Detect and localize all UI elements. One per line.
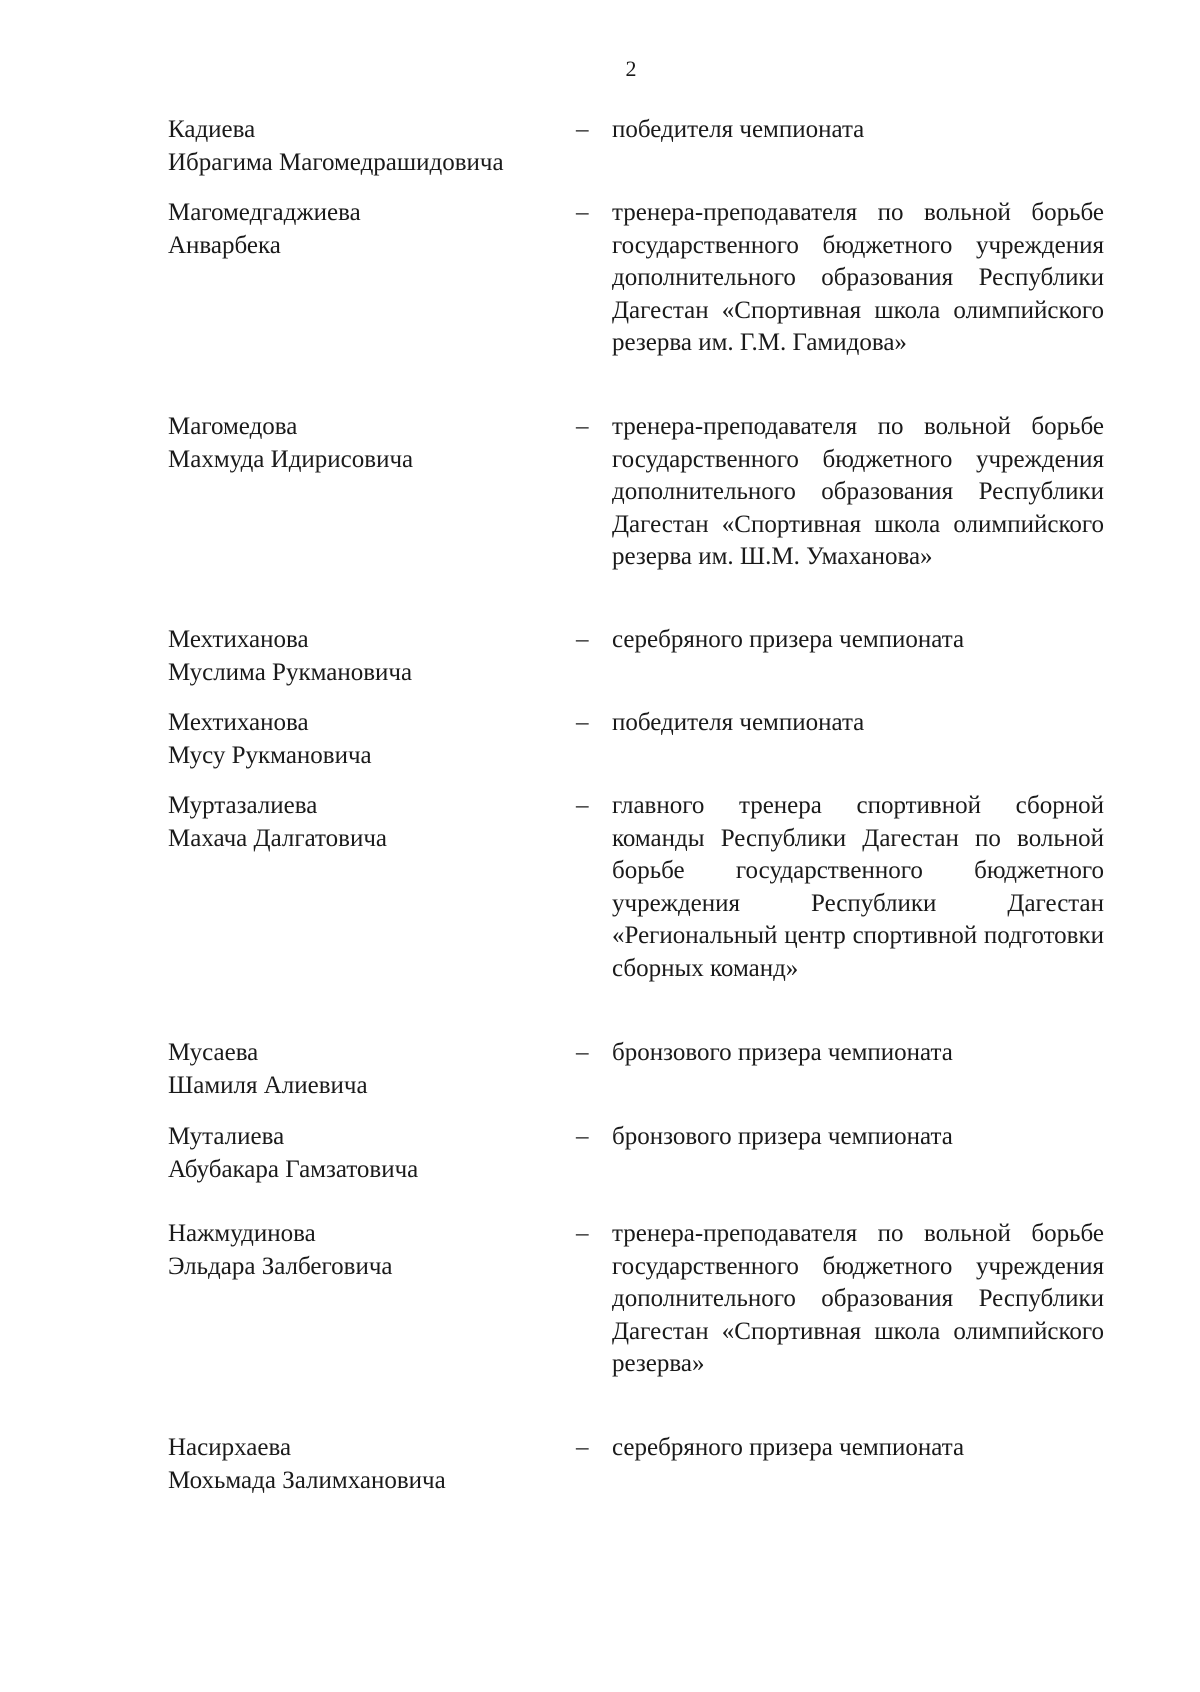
dash: – bbox=[576, 792, 589, 819]
surname: Нажмудинова bbox=[168, 1220, 316, 1247]
given-name: Махача Далгатовича bbox=[168, 824, 388, 852]
page-number: 2 bbox=[625, 56, 637, 81]
given-name: Эльдара Залбеговича bbox=[168, 1252, 393, 1280]
person-name bbox=[168, 1121, 568, 1186]
dash: – bbox=[576, 1220, 589, 1247]
given-name: Абубакара Гамзатовича bbox=[168, 1155, 419, 1183]
person-name bbox=[168, 114, 568, 179]
dash: – bbox=[576, 709, 589, 736]
surname: Мехтиханова bbox=[168, 626, 309, 653]
given-name: Анварбека bbox=[168, 231, 281, 259]
dash: – bbox=[576, 626, 589, 653]
given-name: Мусу Рукмановича bbox=[168, 741, 372, 769]
person-name bbox=[168, 707, 568, 772]
surname: Муртазалиева bbox=[168, 792, 318, 819]
dash: – bbox=[576, 1434, 589, 1461]
dash: – bbox=[576, 116, 589, 143]
award-description: главного тренера спортивной сборной команды Республики Дагестан по вольной борьбе государственного бюджетного учреждения Республики Дагестан «Региональный центр спортивной подготовки сборных команд» bbox=[612, 792, 1104, 982]
surname: Магомедова bbox=[168, 413, 298, 440]
award-description: бронзового призера чемпионата bbox=[612, 1123, 953, 1150]
surname: Насирхаева bbox=[168, 1434, 292, 1461]
surname: Мехтиханова bbox=[168, 709, 309, 736]
given-name: Муслима Рукмановича bbox=[168, 658, 413, 686]
award-description: победителя чемпионата bbox=[612, 116, 865, 143]
award-description: тренера-преподавателя по вольной борьбе государственного бюджетного учреждения дополнительного образования Республики Дагестан «Спортивная школа олимпийского резерва» bbox=[612, 1220, 1104, 1377]
award-description: бронзового призера чемпионата bbox=[612, 1039, 953, 1066]
surname: Мусаева bbox=[168, 1039, 259, 1066]
person-name bbox=[168, 1432, 568, 1497]
award-description: тренера-преподавателя по вольной борьбе государственного бюджетного учреждения дополнительного образования Республики Дагестан «Спортивная школа олимпийского резерва им. Ш.М. Умаханова» bbox=[612, 413, 1104, 570]
person-name bbox=[168, 197, 568, 262]
award-description: серебряного призера чемпионата bbox=[612, 1434, 965, 1461]
surname: Магомедгаджиева bbox=[168, 199, 361, 226]
surname: Муталиева bbox=[168, 1123, 285, 1150]
given-name: Шамиля Алиевича bbox=[168, 1071, 368, 1099]
given-name: Мохьмада Залимхановича bbox=[168, 1466, 446, 1494]
given-name: Ибрагима Магомедрашидовича bbox=[168, 148, 504, 176]
person-name bbox=[168, 624, 568, 689]
dash: – bbox=[576, 199, 589, 226]
person-name bbox=[168, 1037, 568, 1102]
given-name: Махмуда Идирисовича bbox=[168, 445, 414, 473]
person-name bbox=[168, 1218, 568, 1283]
person-name bbox=[168, 411, 568, 476]
award-description: тренера-преподавателя по вольной борьбе государственного бюджетного учреждения дополнительного образования Республики Дагестан «Спортивная школа олимпийского резерва им. Г.М. Гамидова» bbox=[612, 199, 1104, 356]
person-name bbox=[168, 790, 568, 855]
dash: – bbox=[576, 1123, 589, 1150]
award-description: победителя чемпионата bbox=[612, 709, 865, 736]
dash: – bbox=[576, 413, 589, 440]
surname: Кадиева bbox=[168, 116, 256, 143]
dash: – bbox=[576, 1039, 589, 1066]
award-description: серебряного призера чемпионата bbox=[612, 626, 965, 653]
